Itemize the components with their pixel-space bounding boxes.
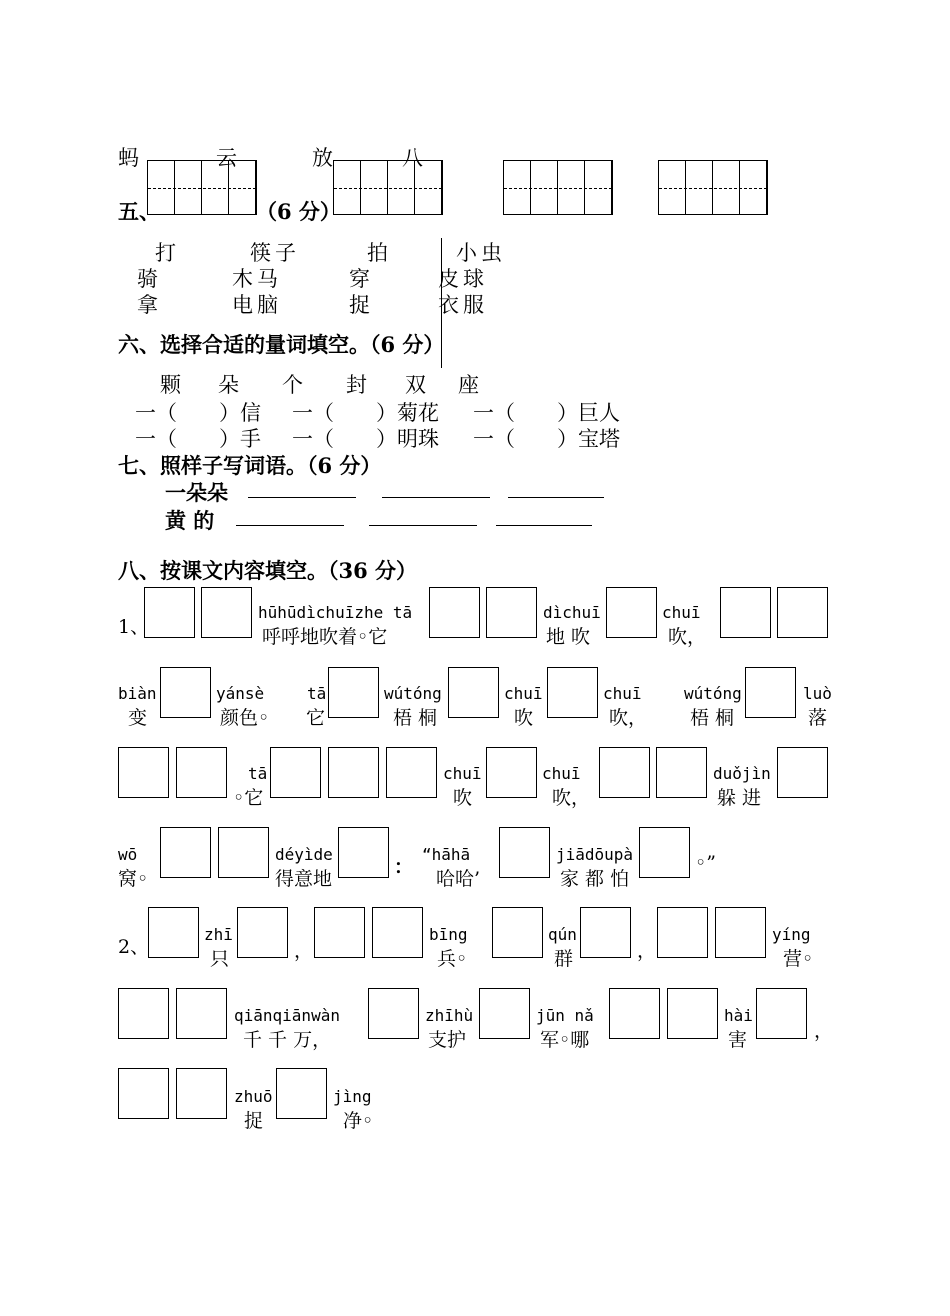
answer-box[interactable]	[777, 747, 828, 798]
pinyin: luò	[803, 684, 832, 703]
pinyin: wútóng	[384, 684, 442, 703]
answer-box[interactable]	[720, 587, 771, 638]
s5-r3-c4: 衣服	[438, 293, 488, 317]
s5-r2-c4: 皮球	[438, 267, 488, 291]
hanzi: 梧 桐	[690, 707, 735, 729]
section8-title: 八、按课文内容填空。（36 分）	[118, 558, 418, 583]
comma: ，	[814, 1020, 834, 1042]
writing-grid-1[interactable]	[147, 160, 257, 215]
answer-box[interactable]	[429, 587, 480, 638]
comma: ，	[637, 940, 657, 962]
pinyin: “hāhā	[422, 845, 471, 864]
s6-r2-c3[interactable]: 一（ ）宝塔	[473, 427, 620, 451]
answer-box[interactable]	[386, 747, 437, 798]
pinyin: chuī	[542, 764, 581, 783]
measure-word-3: 个	[282, 373, 303, 397]
answer-box[interactable]	[656, 747, 707, 798]
s7-blank[interactable]	[236, 525, 344, 526]
pinyin: tā	[307, 684, 327, 703]
answer-box[interactable]	[314, 907, 365, 958]
answer-box[interactable]	[667, 988, 718, 1039]
s5-r2-c2: 木马	[232, 267, 282, 291]
pinyin: hūhūdìchuīzhe tā	[258, 603, 413, 622]
answer-box[interactable]	[176, 988, 227, 1039]
hanzi: 地 吹	[546, 626, 591, 648]
answer-box[interactable]	[448, 667, 499, 718]
hanzi: 吹，	[552, 787, 591, 809]
s6-r1-c2[interactable]: 一（ ）菊花	[292, 401, 439, 425]
s7-example-2: 黄 的	[165, 508, 215, 533]
hanzi: 营◦	[783, 948, 814, 970]
answer-box[interactable]	[580, 907, 631, 958]
hanzi: 兵◦	[437, 948, 468, 970]
hanzi: 千 千 万，	[243, 1029, 332, 1051]
s5-r1-c4: 小虫	[456, 241, 506, 265]
writing-grid-4[interactable]	[658, 160, 768, 215]
s6-r2-c2[interactable]: 一（ ）明珠	[292, 427, 439, 451]
answer-box[interactable]	[606, 587, 657, 638]
section7-title: 七、照样子写词语。（6 分）	[118, 453, 382, 478]
hanzi: 落	[808, 707, 828, 729]
answer-box[interactable]	[657, 907, 708, 958]
pinyin: chuī	[662, 603, 701, 622]
pinyin: duǒjìn	[713, 764, 771, 783]
answer-box[interactable]	[118, 988, 169, 1039]
answer-box[interactable]	[486, 747, 537, 798]
answer-box[interactable]	[270, 747, 321, 798]
hanzi: 支护	[428, 1029, 467, 1051]
answer-box[interactable]	[328, 747, 379, 798]
hanzi: 哈哈’	[436, 868, 481, 890]
hanzi: ◦它	[233, 787, 264, 809]
answer-box[interactable]	[777, 587, 828, 638]
answer-box[interactable]	[372, 907, 423, 958]
top-char-3: 放	[312, 146, 333, 170]
answer-box[interactable]	[276, 1068, 327, 1119]
answer-box[interactable]	[479, 988, 530, 1039]
answer-box[interactable]	[756, 988, 807, 1039]
pinyin: zhī	[204, 925, 233, 944]
answer-box[interactable]	[160, 667, 211, 718]
measure-word-6: 座	[458, 373, 479, 397]
s5-r3-c3: 捉	[349, 293, 370, 317]
hanzi: 只	[210, 948, 230, 970]
comma: ，	[294, 940, 314, 962]
answer-box[interactable]	[486, 587, 537, 638]
section5-title-end: （6 分）	[256, 199, 341, 224]
hanzi: 家 都 怕	[560, 868, 630, 890]
answer-box[interactable]	[609, 988, 660, 1039]
hanzi: 得意地	[275, 868, 333, 890]
s5-r3-c2: 电脑	[232, 293, 282, 317]
pinyin: chuī	[504, 684, 543, 703]
answer-box[interactable]	[237, 907, 288, 958]
answer-box[interactable]	[328, 667, 379, 718]
answer-box[interactable]	[499, 827, 550, 878]
q2-number: 2、	[118, 936, 150, 958]
top-char-4: 八	[402, 146, 423, 170]
section5-title-start: 五、	[118, 199, 160, 224]
answer-box[interactable]	[160, 827, 211, 878]
answer-box[interactable]	[599, 747, 650, 798]
s7-blank[interactable]	[248, 497, 356, 498]
hanzi: 颜色◦	[220, 707, 270, 729]
s6-r2-c1[interactable]: 一（ ）手	[135, 427, 261, 451]
pinyin: biàn	[118, 684, 157, 703]
answer-box[interactable]	[338, 827, 389, 878]
measure-word-1: 颗	[160, 373, 181, 397]
pinyin: chuī	[603, 684, 642, 703]
pinyin: yánsè	[216, 684, 265, 703]
hanzi: 变	[128, 707, 148, 729]
top-char-2: 云	[216, 146, 237, 170]
s5-r3-c1: 拿	[137, 293, 158, 317]
s7-example-1: 一朵朵	[165, 480, 228, 505]
s5-r1-c2: 筷子	[250, 241, 300, 265]
pinyin: yíng	[772, 925, 811, 944]
pinyin: zhīhù	[425, 1006, 474, 1025]
s7-blank[interactable]	[508, 497, 604, 498]
s5-r1-c1: 打	[155, 241, 176, 265]
hanzi: 吹，	[609, 707, 648, 729]
s5-r2-c1: 骑	[137, 267, 158, 291]
answer-box[interactable]	[547, 667, 598, 718]
s6-r1-c3[interactable]: 一（ ）巨人	[473, 401, 620, 425]
q1-number: 1、	[118, 616, 150, 638]
pinyin: tā	[248, 764, 268, 783]
answer-box[interactable]	[745, 667, 796, 718]
pinyin: wō	[118, 845, 138, 864]
measure-word-5: 双	[405, 373, 426, 397]
pinyin: jiādōupà	[556, 845, 634, 864]
close-quote: ◦”	[695, 852, 716, 874]
answer-box[interactable]	[144, 587, 195, 638]
s7-blank[interactable]	[382, 497, 490, 498]
answer-box[interactable]	[201, 587, 252, 638]
hanzi: 害	[728, 1029, 748, 1051]
answer-box[interactable]	[118, 747, 169, 798]
hanzi: 呼呼地吹着◦它	[262, 626, 388, 648]
measure-word-4: 封	[346, 373, 367, 397]
answer-box[interactable]	[218, 827, 269, 878]
s7-blank[interactable]	[369, 525, 477, 526]
writing-grid-2[interactable]	[333, 160, 443, 215]
answer-box[interactable]	[148, 907, 199, 958]
hanzi: 吹	[514, 707, 534, 729]
answer-box[interactable]	[492, 907, 543, 958]
pinyin: chuī	[443, 764, 482, 783]
hanzi: 它	[306, 707, 326, 729]
hanzi: 净◦	[343, 1110, 374, 1132]
pinyin: hài	[724, 1006, 753, 1025]
pinyin: qún	[548, 925, 577, 944]
hanzi: 群	[554, 948, 574, 970]
s5-r2-c3: 穿	[349, 267, 370, 291]
hanzi: 军◦哪	[540, 1029, 590, 1051]
answer-box[interactable]	[715, 907, 766, 958]
hanzi: 捉	[244, 1110, 264, 1132]
s5-r1-c3: 拍	[367, 241, 388, 265]
colon: ：	[394, 856, 414, 878]
hanzi: 梧 桐	[393, 707, 438, 729]
pinyin: wútóng	[684, 684, 742, 703]
answer-box[interactable]	[368, 988, 419, 1039]
answer-box[interactable]	[118, 1068, 169, 1119]
pinyin: jūn nǎ	[536, 1006, 594, 1025]
pinyin: qiānqiānwàn	[234, 1006, 340, 1025]
pinyin: déyìde	[275, 845, 333, 864]
pinyin: zhuō	[234, 1087, 273, 1106]
hanzi: 吹，	[668, 626, 707, 648]
measure-word-2: 朵	[218, 373, 239, 397]
answer-box[interactable]	[176, 1068, 227, 1119]
top-char-1: 蚂	[118, 146, 139, 170]
hanzi: 窝◦	[118, 868, 149, 890]
s7-blank[interactable]	[496, 525, 592, 526]
section6-title: 六、选择合适的量词填空。（6 分）	[118, 332, 445, 357]
answer-box[interactable]	[176, 747, 227, 798]
s6-r1-c1[interactable]: 一（ ）信	[135, 401, 261, 425]
pinyin: bīng	[429, 925, 468, 944]
pinyin: jìng	[333, 1087, 372, 1106]
hanzi: 躲 进	[717, 787, 762, 809]
answer-box[interactable]	[639, 827, 690, 878]
pinyin: dìchuī	[543, 603, 601, 622]
hanzi: 吹	[453, 787, 473, 809]
writing-grid-3[interactable]	[503, 160, 613, 215]
